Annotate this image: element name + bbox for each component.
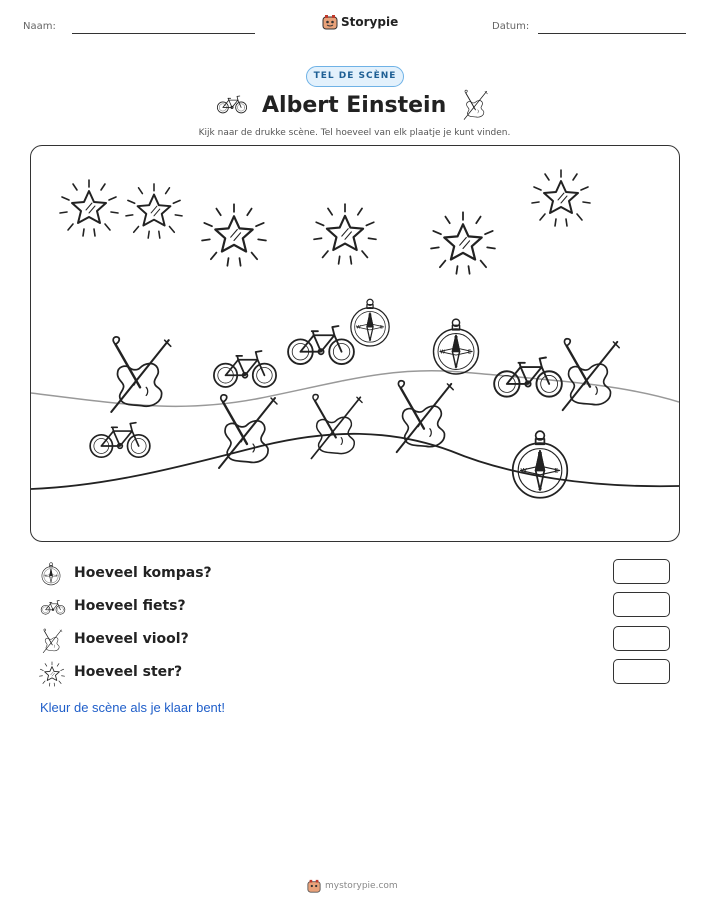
compass-icon [434,319,479,374]
name-line[interactable] [72,33,255,34]
star-icon [314,204,376,264]
question-row-bicycle [40,595,680,619]
star-icon [431,212,495,274]
question-label: Hoeveel viool? [74,631,189,647]
answer-box-compass[interactable] [613,559,670,584]
bicycle-icon [216,93,248,115]
bicycle-icon [40,597,66,617]
violin-icon [397,381,454,452]
violin-icon [219,395,277,468]
compass-icon [513,431,568,498]
violin-icon [563,339,620,410]
page-title: Albert Einstein [262,93,447,118]
date-line[interactable] [538,33,686,34]
answer-box-star[interactable] [613,659,670,684]
violin-icon [111,337,170,412]
question-row-star [40,661,680,687]
violin-icon [40,628,64,654]
violin-icon [311,394,362,458]
storypie-logo-icon [322,14,338,30]
star-icon [39,661,65,687]
bicycle-icon [288,326,354,364]
bicycle-icon [494,358,562,397]
compass-icon [351,299,389,346]
bicycle-icon [214,351,276,387]
compass-icon [40,562,62,586]
question-label: Hoeveel kompas? [74,565,212,581]
question-row-compass [40,562,680,586]
name-label: Naam: [23,21,56,32]
violin-icon [460,89,490,121]
brand-logo [322,14,399,32]
star-icon [202,204,266,266]
category-badge: TEL DE SCÈNE [306,66,404,87]
question-row-violin [40,628,680,654]
footer [307,879,407,895]
date-label: Datum: [492,21,530,32]
question-label: Hoeveel ster? [74,664,183,680]
instructions: Kijk naar de drukke scène. Tel hoeveel van elk plaatje je kunt vinden. [198,128,511,138]
scene-illustration [31,146,679,541]
star-icon [60,180,118,236]
answer-box-violin[interactable] [613,626,670,651]
counting-scene [30,145,680,542]
storypie-logo-icon [307,879,321,893]
star-icon [126,184,182,238]
brand-name: Storypie [341,15,399,29]
question-label: Hoeveel fiets? [74,598,186,614]
coloring-hint: Kleur de scène als je klaar bent! [40,700,225,715]
footer-url[interactable]: mystorypie.com [325,881,398,891]
hill-line-back [31,371,679,407]
star-icon [532,170,590,226]
bicycle-icon [90,423,150,458]
answer-box-bicycle[interactable] [613,592,670,617]
